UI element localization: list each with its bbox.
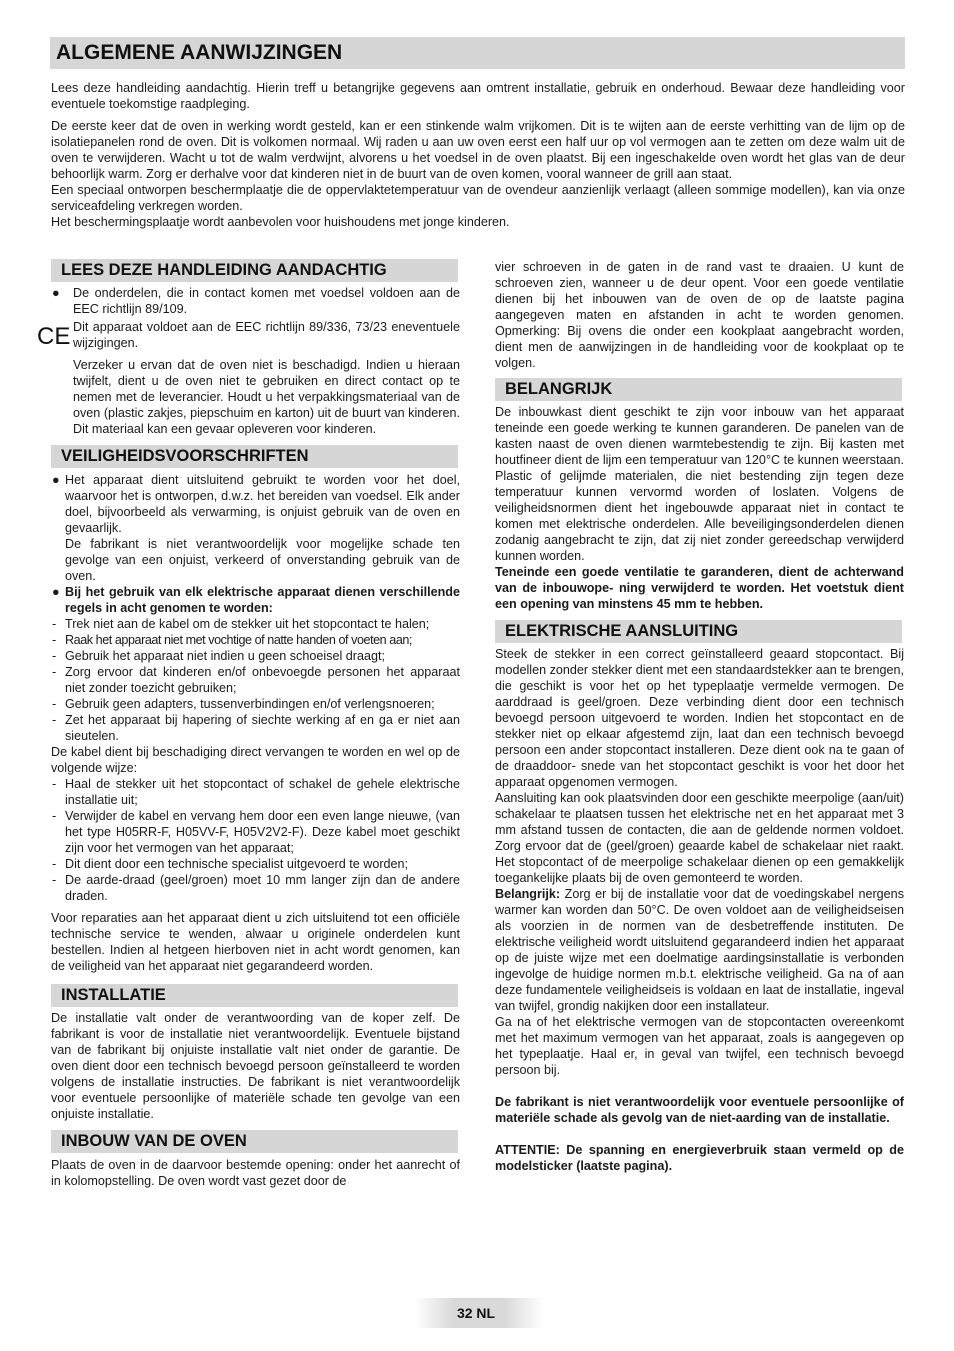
- list-item: - Zorg ervoor dat kinderen en/of onbevoegde personen het apparaat niet zonder toezicht gebruiken;: [52, 665, 460, 695]
- paragraph: Aansluiting kan ook plaatsvinden door een geschikte meerpolige (aan/uit) schakelaar te plaatsen tussen het elektrische net en het apparaat met 3 mm afstand tussen de contacten, die aan de geldende normen voldoet. Zorg ervoor dat de (geel/groen) geaarde kabel de schakelaar niet raakt. Het stopcontact of de meerpolige schakelaar dienen op een gemakkelijk toegankelijke plaats bij de oven gemonteerd te worden.: [495, 791, 904, 885]
- page-title: ALGEMENE AANWIJZINGEN: [56, 41, 343, 64]
- section-heading: INBOUW VAN DE OVEN: [51, 1130, 458, 1153]
- left-column: [37, 259, 460, 1189]
- list-item: - Zet het apparaat bij hapering of siechte werking af en ga er niet aan sieutelen.: [52, 713, 460, 743]
- bold-paragraph: ATTENTIE: De spanning en energieverbruik staan vermeld op de modelsticker (laatste pagina).: [495, 1143, 904, 1173]
- list-item: ● Bij het gebruik van elk elektrische apparaat dienen verschillende regels in acht genomen te worden:: [52, 585, 460, 615]
- intro-paragraph: Lees deze handleiding aandachtig. Hierin treff u betangrijke gegevens aan omtrent installatie, gebruik en onderhoud. Bewaar deze handleiding voor eventuele toekomstige raadpleging.: [51, 81, 905, 111]
- bullet-icon: ●: [52, 286, 60, 300]
- list-item: - Haal de stekker uit het stopcontact of schakel de gehele elektrische installatie uit;: [52, 777, 460, 807]
- list-item: - Verwijder de kabel en vervang hem door een even lange nieuwe, (van het type H05RR-F, H05VV-F, H05V2V2-F). Deze kabel moet geschikt zijn voor het vermogen van het apparaat;: [52, 809, 460, 855]
- paragraph: De installatie valt onder de verantwoording van de koper zelf. De fabrikant is voor de installatie niet verantwoordelijk. Eventuele bijstand van de fabrikant bij onjuiste installatie valt niet onder de garantie. De oven dient door een technisch bevoegd persoon geïnstalleerd te worden volgens de installatie instructies. De fabrikant is niet verantwoordelijk voor eventuele persoonlijke of materiële schade ten gevolge van een onjuiste installatie.: [51, 1011, 460, 1121]
- section-heading: LEES DEZE HANDLEIDING AANDACHTIG: [51, 259, 458, 282]
- list-item: ● De onderdelen, die in contact komen met voedsel voldoen aan de EEC richtlijn 89/109.: [52, 286, 460, 316]
- ce-mark-icon: [37, 323, 71, 347]
- paragraph: Steek de stekker in een correct geïnstalleerd geaard stopcontact. Bij modellen zonder stekker dient met een standaardstekker aan te brengen, die geschikt is voor het op het typeplaatje vermelde vermogen. De aarddraad is geel/groen. Deze verbinding dient door een technisch bevoegd persoon uitgevoerd te worden. Indien het stopcontact en de stekker niet op elkaar afgestemd zijn, laat dan een technisch bevoegd persoon een ander stopcontact installeren. Deze dient ook na te gaan of de draaddoor- snede van het stopcontact geschikt is voor het door het apparaat opgenomen vermogen.: [495, 647, 904, 789]
- paragraph: Voor reparaties aan het apparaat dient u zich uitsluitend tot een officiële technische service te wenden, alwaar u originele onderdelen kunt bestellen. Indien al hetgeen hierboven niet in acht wordt genomen, kan de veiligheid van het apparaat niet gegarandeerd worden.: [51, 911, 460, 973]
- title-bar: [50, 37, 905, 69]
- right-column: [495, 259, 904, 1174]
- list-item: - Gebruik geen adapters, tussenverbindingen en/of verlengsnoeren;: [52, 697, 435, 711]
- list-item: - Trek niet aan de kabel om de stekker uit het stopcontact te halen;: [52, 617, 430, 631]
- paragraph: vier schroeven in de gaten in de rand vast te draaien. U kunt de schroeven zien, wanneer u de deur opent. Voor een goede ventilatie dienen bij het inbouwen van de oven de op de laatste pagina aangegeven maten en afstanden in acht te worden genomen. Opmerking: Bij ovens die onder een kookplaat aangebracht worden, dient men de aanwijzingen in de handleiding voor de kookplaat op te volgen.: [495, 260, 904, 370]
- section-heading: INSTALLATIE: [51, 984, 458, 1007]
- list-item: - Gebruik het apparaat niet indien u geen schoeisel draagt;: [52, 649, 385, 663]
- section-heading: ELEKTRISCHE AANSLUITING: [495, 620, 902, 643]
- intro-paragraph: De eerste keer dat de oven in werking wordt gesteld, kan er een stinkende walm vrijkomen. Dit is te wijten aan de eerste verhitting van de lijm op de isolatiepanelen rond de oven. Dit is volkomen normaal. Wij raden u aan uw oven eerst een half uur op vol vermogen aan te zetten om deze walm uit de oven te verwijderen. Wacht u tot de walm verdwijnt, alvorens u het voedsel in de oven plaatst. Bij een ingeschakelde oven wordt het glas van de deur behoorlijk warm. Zorg er derhalve voor dat kinderen niet in de buurt van de oven komen, vooral wanneer de grill aan staat.: [51, 119, 905, 181]
- paragraph: De inbouwkast dient geschikt te zijn voor inbouw van het apparaat teneinde een goede werking te kunnen garanderen. De panelen van de kasten naast de oven dienen warmtebestendig te zijn. Bij kasten met houtfineer dient de lijm een temperatuur van 120°C te kunnen weerstaan. Plastic of gelijmde materialen, die niet bestending zijn tegen deze temperatuur kunnen vervormd worden of loslaten. Volgens de veiligheidsnormen dient het ingebouwde apparaat niet in contact te komen met elektrische onderdelen. Alle beveiligingsonderdelen dienen zodanig aangebracht te zijn, dat zij niet zonder gereedschap verwijderd kunnen worden.: [495, 405, 904, 563]
- paragraph: De fabrikant is niet verantwoordelijk voor mogelijke schade ten gevolge van een onjuist, verkeerd of onverstanding gebruik van de oven.: [65, 537, 460, 583]
- intro-paragraph: Het beschermingsplaatje wordt aanbevolen voor huishoudens met jonge kinderen.: [51, 215, 510, 229]
- list-item: - Raak het apparaat niet met vochtige of natte handen of voeten aan;: [52, 633, 412, 647]
- svg-text:CE: CE: [37, 323, 71, 347]
- intro-section: [51, 80, 905, 230]
- list-item: - De aarde-draad (geel/groen) moet 10 mm langer zijn dan de andere draden.: [52, 873, 460, 903]
- list-item: CE Dit apparaat voldoet aan de EEC richtlijn 89/336, 73/23 eneventuele wijzigingen.: [37, 320, 460, 350]
- bold-paragraph: De fabrikant is niet verantwoordelijk voor eventuele persoonlijke of materiële schade als gevolg van de niet-aarding van de installatie.: [495, 1095, 904, 1125]
- bold-paragraph: Teneinde een goede ventilatie te garanderen, dient de achterwand van de inbouwope- ning verwijderd te worden. Het voetstuk dient een opening van minstens 45 mm te hebben.: [495, 565, 904, 611]
- intro-paragraph: Een speciaal ontworpen beschermplaatje die de oppervlaktetemperatuur van de ovendeur aanzienlijk verlaagt (alleen sommige modellen), kan via onze serviceafdeling verkregen worden.: [51, 183, 905, 213]
- paragraph: Verzeker u ervan dat de oven niet is beschadigd. Indien u hieraan twijfelt, dient u de oven niet te gebruiken en direct contact op te nemen met de leverancier. Houdt u het verpakkingsmateriaal van de oven (plastic zakjes, piepschuim en karton) uit de buurt van kinderen. Dit materiaal kan een gevaar opleveren voor kinderen.: [73, 358, 460, 436]
- paragraph: De kabel dient bij beschadiging direct vervangen te worden en wel op de volgende wijze:: [51, 745, 460, 775]
- list-item: ● Het apparaat dient uitsluitend gebruikt te worden voor het doel, waarvoor het is ontworpen, d.w.z. het bereiden van voedsel. Elk ander doel, bijvoorbeeld als verwarming, is onjuist gebruik van de oven en gevaarlijk.: [52, 473, 460, 535]
- paragraph: Plaats de oven in de daarvoor bestemde opening: onder het aanrecht of in kolomopstelling. De oven wordt vast gezet door de: [51, 1158, 460, 1188]
- list-item: - Dit dient door een technische specialist uitgevoerd te worden;: [52, 857, 409, 871]
- page-number: 32 NL: [456, 1305, 496, 1321]
- paragraph: Ga na of het elektrische vermogen van de stopcontacten overeenkomt met het maximum vermogen van het apparaat, zoals is aangegeven op het typeplaatje. Haal er, in geval van twijfel, een technisch bevoegd persoon bij.: [495, 1015, 904, 1077]
- bullet-icon: ●: [52, 473, 60, 487]
- paragraph: Belangrijk: Zorg er bij de installatie voor dat de voedingskabel nergens warmer kan worden dan 50°C. De oven voldoet aan de veiligheidseisen als voorzien in de normen van de desbetreffende instituten. De elektrische veiligheid wordt uitsluitend gegarandeerd indien het apparaat op de juiste wijze met een doelmatige aardingsinstallatie is verbonden ingevolge de huidige normen m.b.t. elektrische veiligheid. Ga na of aan deze fundamentele veiligheidseis is voldaan en laat de installatie, ingeval van twijfel, grondig nakijken door een installateur.: [495, 887, 904, 1013]
- section-heading: BELANGRIJK: [495, 378, 902, 401]
- section-heading: VEILIGHEIDSVOORSCHRIFTEN: [51, 445, 458, 468]
- bullet-icon: ●: [52, 585, 60, 599]
